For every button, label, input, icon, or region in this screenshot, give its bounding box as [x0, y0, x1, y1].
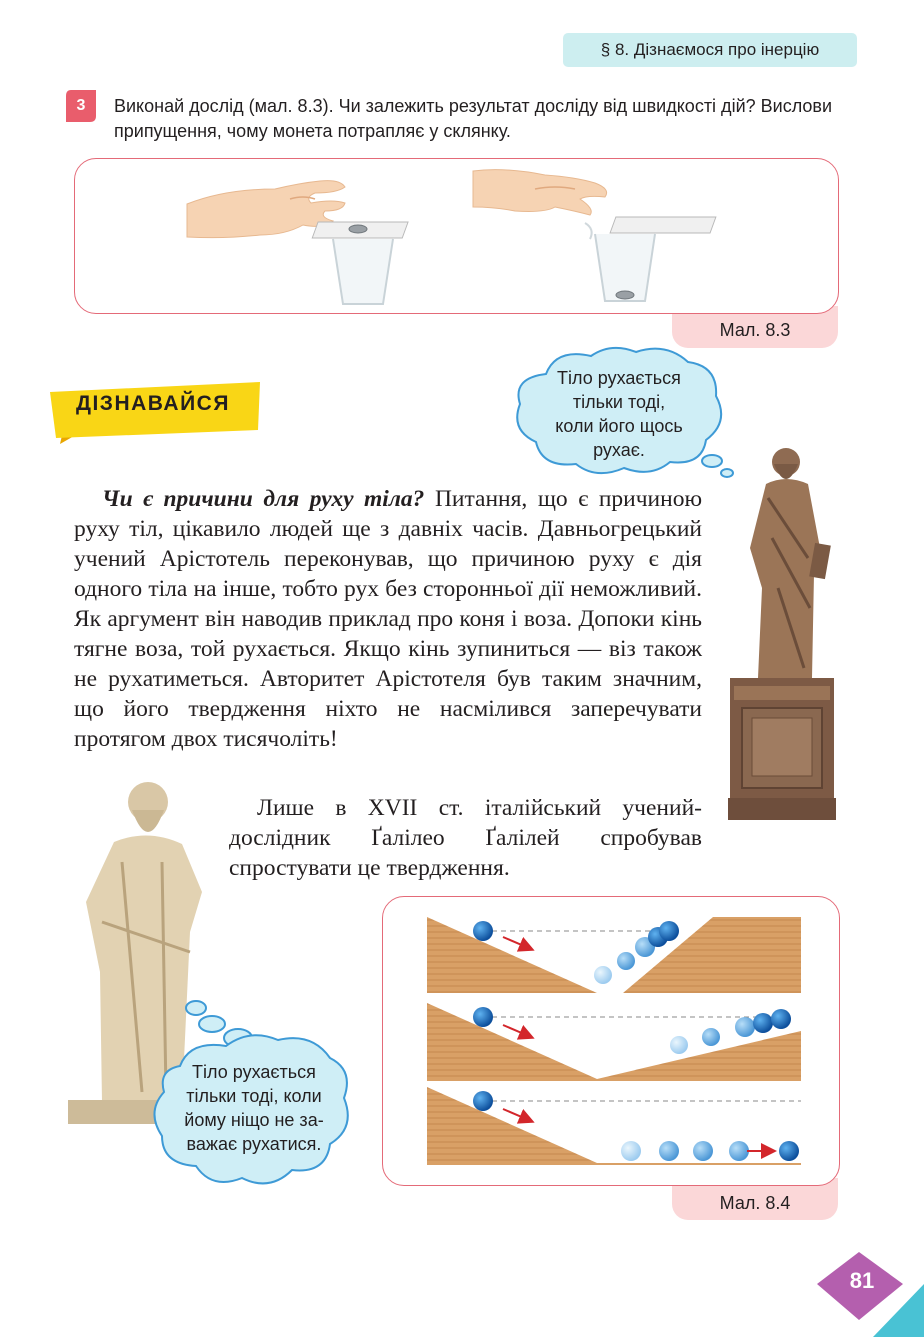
section-tab: § 8. Дізнаємося про інерцію	[563, 33, 857, 67]
page-number: 81	[849, 1268, 875, 1293]
learn-banner-label: ДІЗНАВАЙСЯ	[76, 392, 230, 415]
incline-panel-symmetric	[427, 917, 801, 993]
cloud-galileo-line-1: Тіло рухається	[192, 1062, 316, 1082]
aristotle-statue-image	[728, 438, 840, 820]
figure-coin-experiment	[74, 158, 839, 314]
cloud-aristotle-line-4: рухає.	[593, 440, 645, 460]
paragraph-1-text: Питання, що є причиною руху тіл, цікавило людей ще з давніх часів. Давньогрецький учений Арістотель переконував, що причиною руху є дія одного тіла на інше, тобто рух без сторонньої дії неможливий. Як аргумент він наводив приклад про коня і воза. Допоки кінь тягне воза, той рухається. Якщо кінь зупиниться — віз також не рухатиметься. Авторитет Арістотеля був таким значним, що його твердження ніхто не насмілився заперечувати протягом двох тисячоліть!	[74, 486, 703, 752]
glass-with-coin-right	[585, 217, 716, 301]
cloud-aristotle-line-2: тільки тоді,	[572, 392, 666, 412]
learn-banner	[48, 382, 268, 458]
figure-label-8-3: Мал. 8.3	[672, 306, 838, 348]
cloud-galileo-line-2: тільки тоді, коли	[186, 1086, 322, 1106]
task-number: 3	[76, 97, 86, 114]
hand-after-flick-illustration	[473, 170, 607, 215]
page-number-badge	[813, 1250, 924, 1337]
task-text: Виконай дослід (мал. 8.3). Чи залежить результат досліду від швидкості дій? Вислови припущення, чому монета потрапляє у склянку.	[114, 96, 833, 141]
glass-with-card-left	[312, 222, 408, 304]
incline-panel-flat	[427, 1087, 801, 1165]
cloud-aristotle-line-3: коли його щось	[555, 416, 683, 436]
task-number-badge	[65, 89, 97, 123]
figure-label-8-4: Мал. 8.4	[672, 1178, 838, 1220]
thought-cloud-galileo	[150, 1000, 355, 1195]
cloud-galileo-line-4: важає рухатися.	[186, 1134, 322, 1154]
paragraph-aristotle	[74, 484, 702, 754]
cloud-aristotle-line-1: Тіло рухається	[557, 368, 681, 388]
incline-panel-gentle	[427, 1003, 801, 1081]
cloud-galileo-line-3: йому ніщо не за-	[184, 1110, 324, 1130]
paragraph-galileo: Лише в XVII ст. італійський учений-дослідник Ґалілео Ґалілей спробував спростувати це твердження.	[229, 795, 702, 881]
paragraph-heading: Чи є причини для руху тіла?	[102, 486, 425, 512]
figure-inclined-planes	[382, 896, 840, 1186]
thought-cloud-aristotle	[506, 344, 740, 482]
